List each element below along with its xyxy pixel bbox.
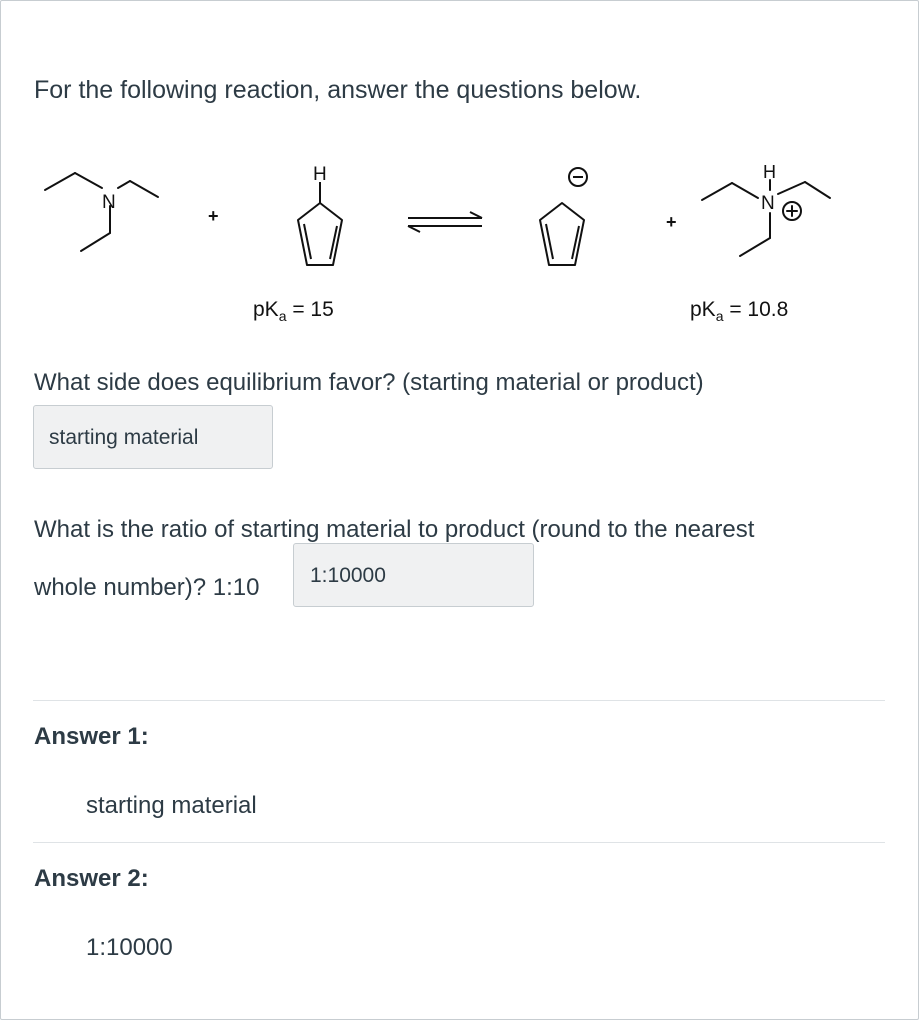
pka-right-prefix: pK	[690, 298, 716, 321]
plus-sign-left: +	[208, 206, 219, 226]
answer-1-label: Answer 1:	[34, 723, 149, 750]
cyclopentadiene-structure	[298, 182, 342, 265]
pka-left-prefix: pK	[253, 298, 279, 321]
question-intro: For the following reaction, answer the questions below.	[34, 76, 642, 104]
pka-right-value: = 10.8	[723, 298, 789, 321]
pka-left-value: = 15	[286, 298, 334, 321]
divider-1	[33, 700, 885, 701]
question-1-answer-field[interactable]: starting material	[33, 405, 273, 469]
pka-right-label	[690, 298, 788, 324]
answer-2-label: Answer 2:	[34, 865, 149, 892]
amine-n-label: N	[102, 192, 116, 213]
question-2-text-line2: whole number)? 1:10	[34, 574, 260, 601]
equilibrium-arrows	[408, 212, 482, 232]
question-2-answer-field[interactable]: 1:10000	[293, 543, 534, 607]
answer-1-value: starting material	[86, 792, 257, 819]
question-2-text-line1: What is the ratio of starting material to product (round to the nearest	[34, 516, 755, 543]
acid-h-label: H	[313, 164, 327, 185]
cyclopentadienide-structure	[540, 168, 587, 265]
triethylammonium-structure	[702, 180, 830, 256]
ammonium-h-label: H	[763, 162, 776, 182]
divider-2	[33, 842, 885, 843]
answer-2-value: 1:10000	[86, 934, 173, 961]
ammonium-n-label: N	[761, 193, 775, 214]
reaction-scheme	[30, 150, 870, 330]
pka-left-sub: a	[278, 308, 287, 324]
pka-right-sub: a	[715, 308, 724, 324]
question-1-text: What side does equilibrium favor? (starting material or product)	[34, 369, 704, 396]
pka-left-label	[253, 298, 334, 324]
plus-sign-right: +	[666, 212, 677, 232]
